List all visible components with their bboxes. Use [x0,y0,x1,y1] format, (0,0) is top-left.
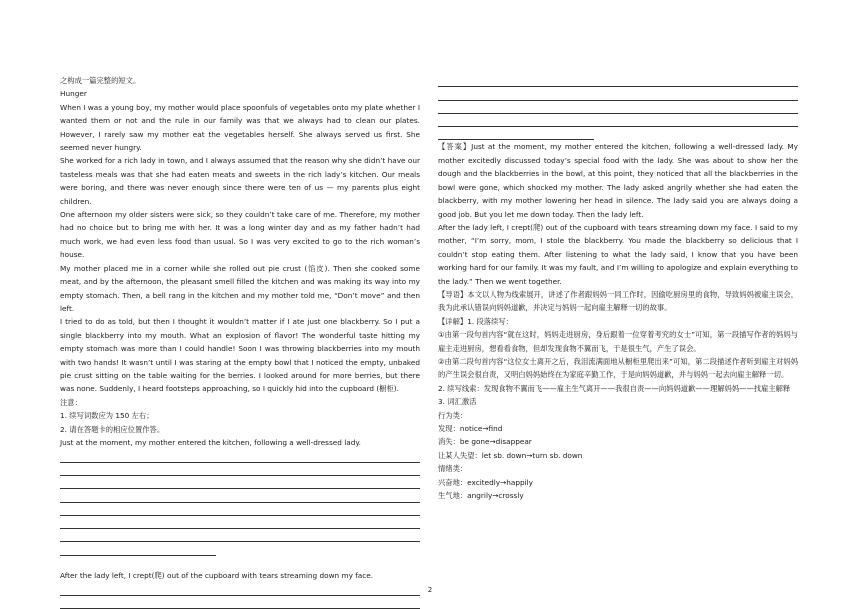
answer-line [438,87,798,100]
story-paragraph: When I was a young boy, my mother would place spoonfuls of vegetables onto my plate whether I wanted them or not and the rule in our family was that we always had to clean our plates. However, I rarely saw my mother eat the vegetables herself. She always served us first. She seemed never hungry. [60,102,420,153]
answer-line [438,74,798,87]
vocab-item: 情绪类： [438,464,468,474]
continuation-prompt-2: After the lady left, I crept(爬) out of the cupboard with tears streaming down my face. [60,571,374,581]
story-paragraph: My mother placed me in a corner while she rolled out pie crust (馅皮). Then she cooked some meat, and by the afternoon, the pleasant smell filled the kitchen and was making its way into my empty stomach. Then, a bell rang in the kitchen and my mother told me, “Don’t move” and then left. [60,263,420,313]
vocab-item: 兴奋地：excitedly→happily [438,477,533,487]
intro-line: 之构成一篇完整的短文。 [60,76,141,85]
answer-line [438,114,798,127]
note-item: 2. 请在答题卡的相应位置作答。 [60,424,165,434]
detail-point-b: ②由第二段句首内容“这位女士离开之后，我泪流满面地从橱柜里爬出来”可知，第二段描述作者听到雇主对妈妈的产生误会很自责，又明白妈妈始终在为家庭辛勤工作，于是向妈妈道歉，并与妈妈一起去向雇主解释一切。 [438,356,798,380]
detail-clue: 2. 续写线索：发现食物不翼而飞——雇主生气离开——我很自责——向妈妈道歉——理解妈妈——找雇主解释 [438,383,791,393]
answer-text: Just at the moment, my mother entered the kitchen, following a well-dressed lady. My mother excitedly discussed today’s special food with the lady. She was about to show her the dough and the blackberries in the bowl, at this point, they noticed that all the blackberries in the bowl were gone, which shocked my mother. The lady asked angrily whether she had eaten the blackberry, with my mother lowering her head in silence. The lady said you are always doing a good job. But you let me down today. Then the lady left. [438,142,798,219]
answer-line [60,449,420,462]
vocab-item: 消失：be gone→disappear [438,437,532,447]
story-paragraph: I tried to do as told, but then I thought it wouldn’t matter if I ate just one blackberry. So I put a single blackberry into my mouth. What an explosion of flavor! The wonderful taste hitting my empty stomach was more than I could handle! Soon I was throwing blackberries into my mouth with two hands! It wasn’t until I was staring at the empty bowl that I noticed the empty, unbaked pie crust sitting on the table waiting for the berries. I looked around for more berries, but there was none. Suddenly, I heard footsteps approaching, so I quickly hid into the cupboard (橱柜). [60,317,420,394]
note-item: 1. 续写词数应为 150 左右； [60,411,154,421]
story-title: Hunger [60,89,87,99]
answer-line [60,503,420,516]
detail-label: 【详解】 [438,316,468,326]
page-number: 2 [427,586,433,594]
answer-line [60,476,420,489]
guide-paragraph [438,288,798,315]
vocab-item: 发现：notice→find [438,424,503,434]
vocab-item: 行为类： [438,410,468,420]
detail-item: 1. 段落续写： [467,316,513,326]
continuation-prompt-1: Just at the moment, my mother entered the kitchen, following a well-dressed lady. [60,437,361,447]
right-column [438,74,798,502]
detail-point-a: ①由第一段句首内容“就在这时，妈妈走进厨房，身后跟着一位穿着考究的女士”可知，第一段描写作者的妈妈与雇主走进厨房，想看看食物，但却发现食物不翼而飞，于是很生气，产生了误会。 [438,330,798,353]
guide-label: 【导语】 [438,289,468,299]
story-paragraph: One afternoon my older sisters were sick, so they couldn’t take care of me. Therefore, my mother had no choice but to bring me with her. It was a long winter day and as my father hadn’t had much work, we had even less food than usual. So I was very excited to go to the rich woman’s house. [60,210,420,260]
vocab-item: 让某人失望：let sb. down→turn sb. down [438,450,583,460]
answer-paragraph [438,140,798,220]
answer-line [60,529,420,542]
detail-vocab-heading: 3. 词汇激活 [438,397,477,407]
detail-heading [438,315,798,328]
guide-text: 本文以人物为线索展开，讲述了作者跟妈妈一同工作时，因偷吃厨房里的食物，导致妈妈被雇主误会，我为此承认错误向妈妈道歉，并决定与妈妈一起向雇主解释一切的故事。 [438,289,799,313]
notes-title: 注意： [60,397,82,407]
answer-line [60,596,420,609]
answer-line [60,489,420,502]
answer-label: 【答案】 [438,142,472,152]
answer-line [60,516,420,529]
story-paragraph: She worked for a rich lady in town, and I always assumed that the reason why she didn’t have our tasteless meals was that she had eaten meats and sweets in the rich lady’s kitchen. Our meals were boring, and there was never enough since there were ten of us — my parents plus eight children. [60,156,420,206]
left-column [60,74,420,609]
answer-line [438,101,798,114]
vocab-item: 生气地：angrily→crossly [438,491,524,501]
answer-line [60,463,420,476]
answer-line [438,127,594,140]
answer-paragraph-2: After the lady left, I crept(爬) out of the cupboard with tears streaming down my face. I said to my mother, “I’m sorry, mom, I stole the blackberry. You made the blackberry so delicious that I couldn’t stop eating them. After listening to what the lady said, I know that you have been working hard for our family. It was my fault, and I’m willing to apologize and explain everything to the lady.” Then we went together. [438,222,798,286]
answer-line [60,542,216,555]
